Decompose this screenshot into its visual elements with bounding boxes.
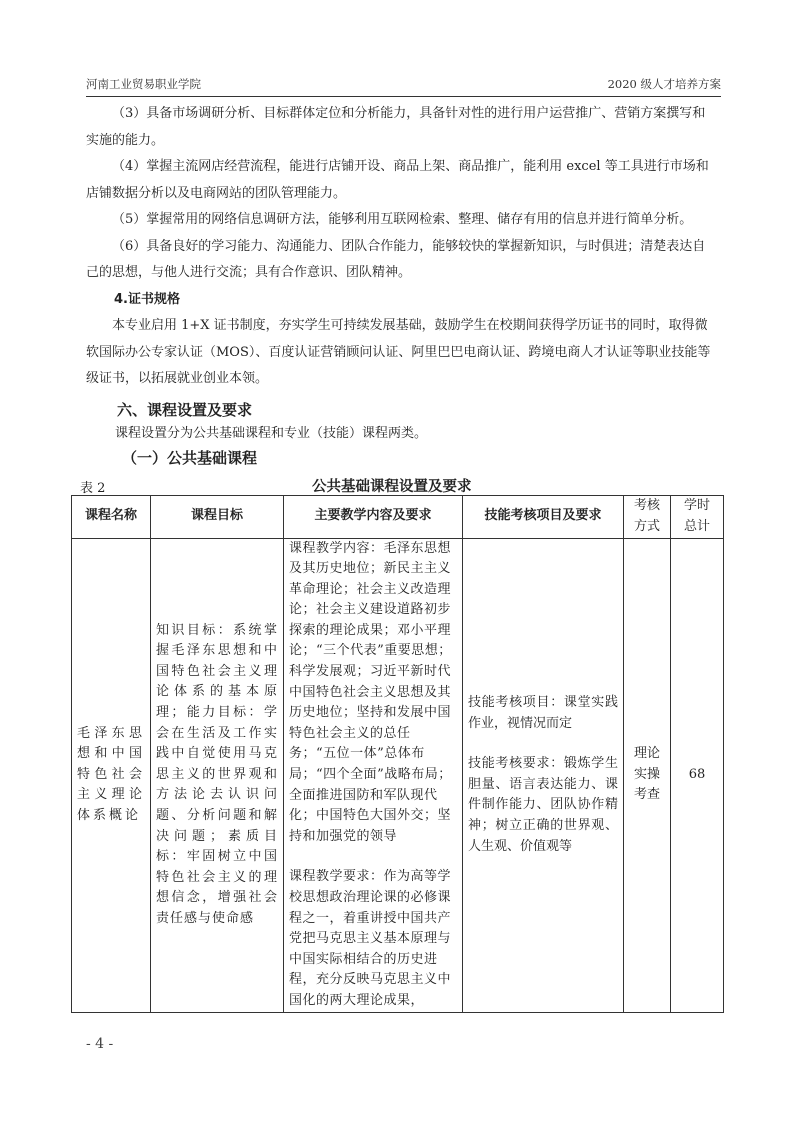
course-content: 课程教学内容：毛泽东思想及其历史地位；新民主主义革命理论；社会主义改造理论；社会主义建设道路初步探索的理论成果；邓小平理论；“三个代表”重要思想；科学发展观；习近平新时代中国特色社会主义思想及其历史地位；坚持和发展中国特色社会主义的总任务；“五位一体”总体布局；“四个全面”战略布局；全面推进国防和军队现代化；中国特色大国外交；坚持和加强党的领导 xyxy=(289,540,452,844)
course-table xyxy=(71,495,724,1013)
page-body xyxy=(77,101,718,1013)
skill-item: 技能考核项目：课堂实践作业，视情况而定 xyxy=(468,694,618,731)
ability-6: （6）具备良好的学习能力、沟通能力、团队合作能力，能够较快的掌握新知识，与时俱进；清楚表达自己的思想，与他人进行交流；具有合作意识、团队精神。 xyxy=(86,238,706,280)
ability-4: （4）掌握主流网店经营流程，能进行店铺开设、商品上架、商品推广，能利用 excel 等工具进行市场和店铺数据分析以及电商网站的团队管理能力。 xyxy=(86,159,709,201)
col-header-exam: 考核方式 xyxy=(624,495,671,538)
col-header-content: 主要教学内容及要求 xyxy=(284,495,463,538)
ability-5: （5）掌握常用的网络信息调研方法，能够利用互联网检索、整理、储存有用的信息并进行简单分析。 xyxy=(112,212,693,227)
table-title: 公共基础课程设置及要求 xyxy=(312,478,472,495)
section-heading: 六、课程设置及要求 xyxy=(117,400,253,419)
table-row xyxy=(72,538,724,1012)
header-divider xyxy=(86,96,721,97)
col-header-hours: 学时总计 xyxy=(671,495,724,538)
ability-3: （3）具备市场调研分析、目标群体定位和分析能力，具备针对性的进行用户运营推广、营销方案撰写和实施的能力。 xyxy=(86,106,706,148)
skill-cell xyxy=(463,538,624,1012)
document-title: 2020 级人才培养方案 xyxy=(607,77,721,91)
page-header xyxy=(86,76,721,94)
total-hours: 68 xyxy=(671,538,724,1012)
table-header-row xyxy=(72,495,724,538)
course-goal: 知识目标：系统掌握毛泽东思想和中国特色社会主义理论体系的基本原理；能力目标：学会在生活及工作实践中自觉使用马克思主义的世界观和方法论去认识问题、分析问题和解决问题；素质目标：牢固树立中国特色社会主义的理想信念，增强社会责任感与使命感 xyxy=(151,538,284,1012)
institution-name: 河南工业贸易职业学院 xyxy=(86,77,201,91)
course-content-cell xyxy=(284,538,463,1012)
table-caption xyxy=(80,475,718,496)
col-header-name: 课程名称 xyxy=(72,495,151,538)
col-header-skill: 技能考核项目及要求 xyxy=(463,495,624,538)
table-label: 表 2 xyxy=(80,480,106,496)
section-intro: 课程设置分为公共基础课程和专业（技能）课程两类。 xyxy=(115,425,428,441)
col-header-goal: 课程目标 xyxy=(151,495,284,538)
subsection-heading: （一）公共基础课程 xyxy=(122,448,258,467)
skill-requirement: 技能考核要求：锻炼学生胆量、语言表达能力、课件制作能力、团队协作精神；树立正确的世界观、人生观、价值观等 xyxy=(468,756,618,854)
certificate-text: 本专业启用 1+X 证书制度，夯实学生可持续发展基础，鼓励学生在校期间获得学历证书的同时，取得微软国际办公专家认证（MOS）、百度认证营销顾问认证、阿里巴巴电商认证、跨境电商人才认证等职业技能等级证书，以拓展就业创业本领。 xyxy=(86,318,711,386)
certificate-heading: 4.证书规格 xyxy=(114,291,180,307)
exam-method: 理论实操考查 xyxy=(624,538,671,1012)
page-number: - 4 - xyxy=(86,1036,114,1052)
course-requirement: 课程教学要求：作为高等学校思想政治理论课的必修课程之一，着重讲授中国共产党把马克思主义基本原理与中国实际相结合的历史进程，充分反映马克思主义中国化的两大理论成果， xyxy=(289,869,452,1008)
course-name: 毛泽东思想和中国特色社会主义理论体系概论 xyxy=(72,538,151,1012)
